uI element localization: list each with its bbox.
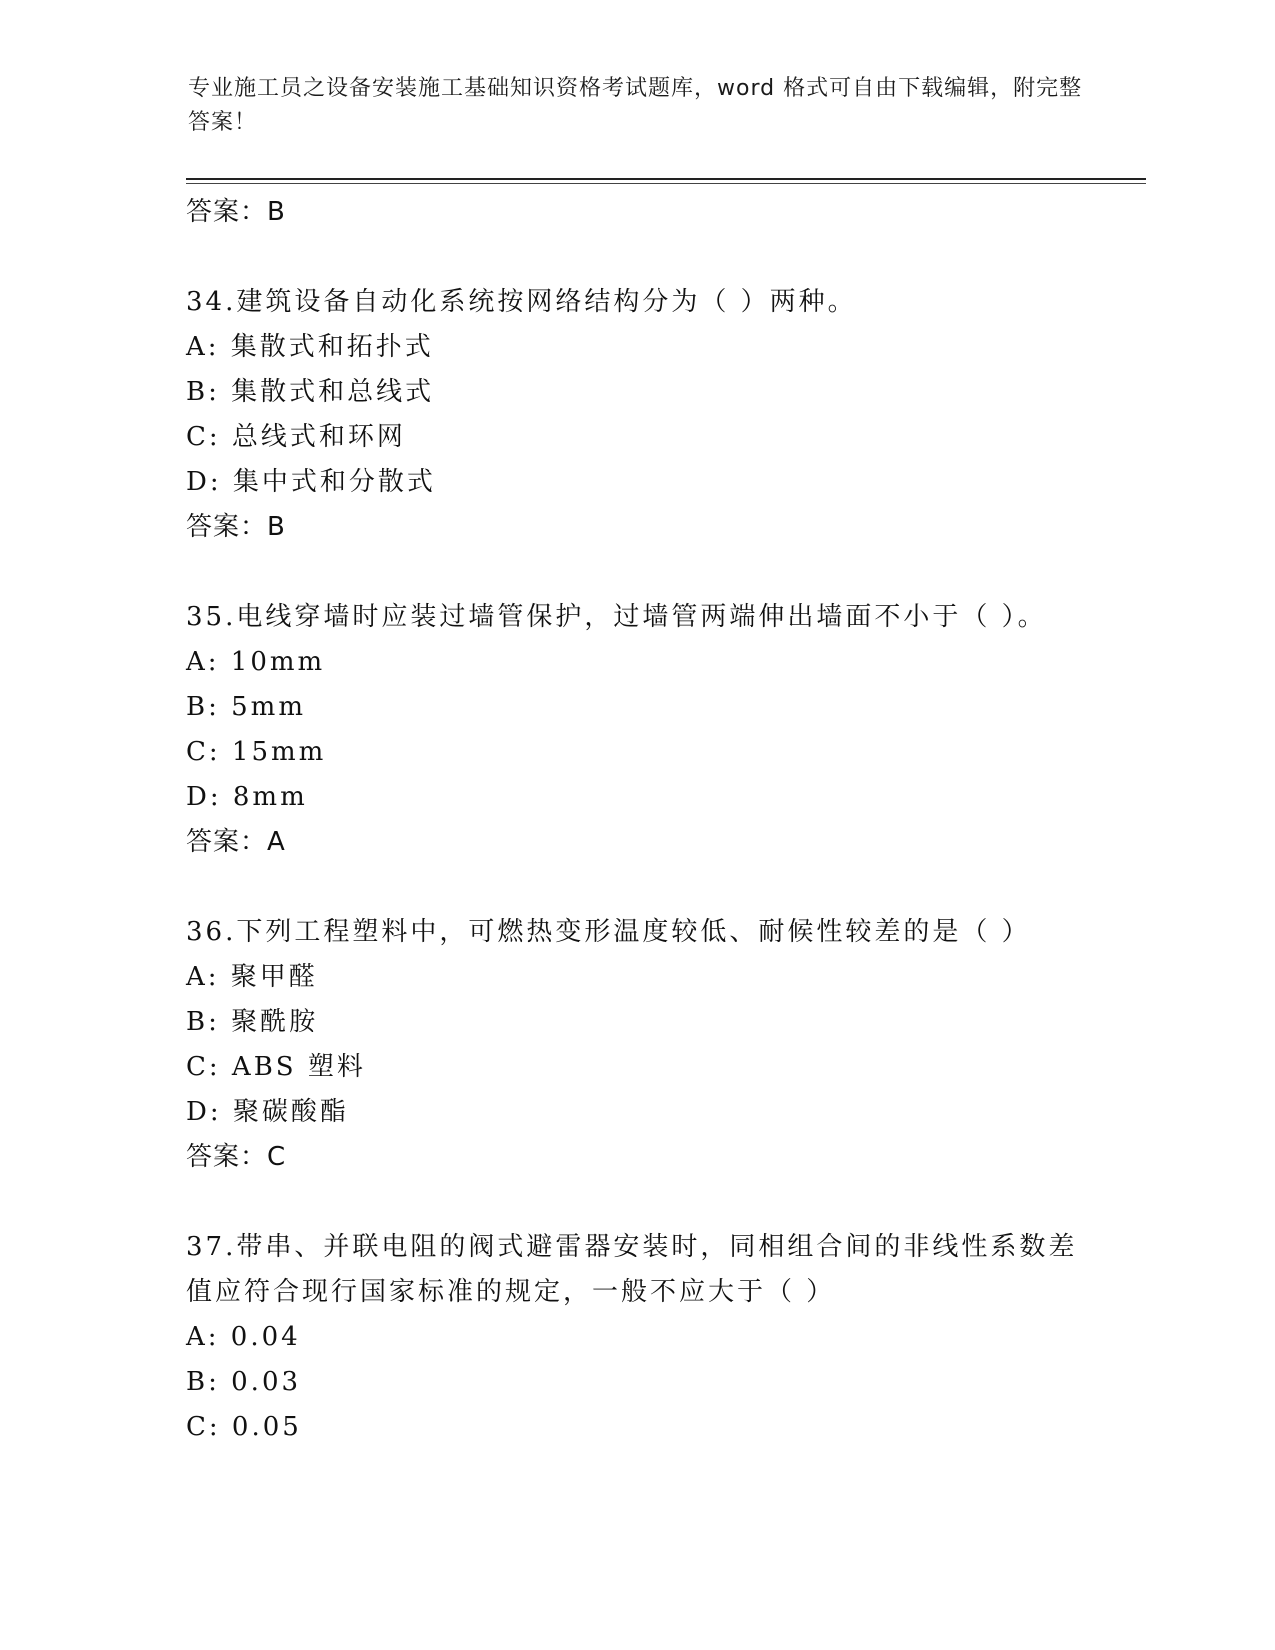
option-a: A: 0.04 xyxy=(186,1322,301,1352)
header-divider-thin xyxy=(186,183,1146,184)
document-header: 专业施工员之设备安装施工基础知识资格考试题库，word 格式可自由下载编辑，附完整答案！ xyxy=(188,76,1083,135)
option-c: C: ABS 塑料 xyxy=(186,1052,366,1082)
question-34 xyxy=(186,280,1086,549)
option-b: B: 0.03 xyxy=(186,1367,302,1397)
answer: 答案：B xyxy=(186,512,286,542)
answer-previous: 答案：B xyxy=(186,197,286,227)
option-d: D: 集中式和分散式 xyxy=(186,467,436,497)
option-b: B: 5mm xyxy=(186,692,306,722)
question-text: 35.电线穿墙时应装过墙管保护，过墙管两端伸出墙面不小于（ ）。 xyxy=(186,602,1047,632)
answer: 答案：A xyxy=(186,827,286,857)
question-text: 34.建筑设备自动化系统按网络结构分为（ ）两种。 xyxy=(186,287,857,317)
question-list xyxy=(186,190,1086,1450)
question-text: 36.下列工程塑料中，可燃热变形温度较低、耐候性较差的是（ ） xyxy=(186,917,1031,947)
answer: 答案：C xyxy=(186,1142,287,1172)
option-b: B: 集散式和总线式 xyxy=(186,377,435,407)
option-d: D: 8mm xyxy=(186,782,308,812)
header-divider xyxy=(186,178,1146,180)
question-37 xyxy=(186,1225,1086,1450)
option-c: C: 15mm xyxy=(186,737,327,767)
option-d: D: 聚碳酸酯 xyxy=(186,1097,349,1127)
option-a: A: 10mm xyxy=(186,647,326,677)
question-text: 37.带串、并联电阻的阀式避雷器安装时，同相组合间的非线性系数差值应符合现行国家标准的规定，一般不应大于（ ） xyxy=(186,1232,1078,1307)
option-a: A: 聚甲醛 xyxy=(186,962,318,992)
option-a: A: 集散式和拓扑式 xyxy=(186,332,434,362)
question-36 xyxy=(186,910,1086,1179)
option-b: B: 聚酰胺 xyxy=(186,1007,319,1037)
option-c: C: 0.05 xyxy=(186,1412,302,1442)
option-c: C: 总线式和环网 xyxy=(186,422,406,452)
question-35 xyxy=(186,595,1086,864)
